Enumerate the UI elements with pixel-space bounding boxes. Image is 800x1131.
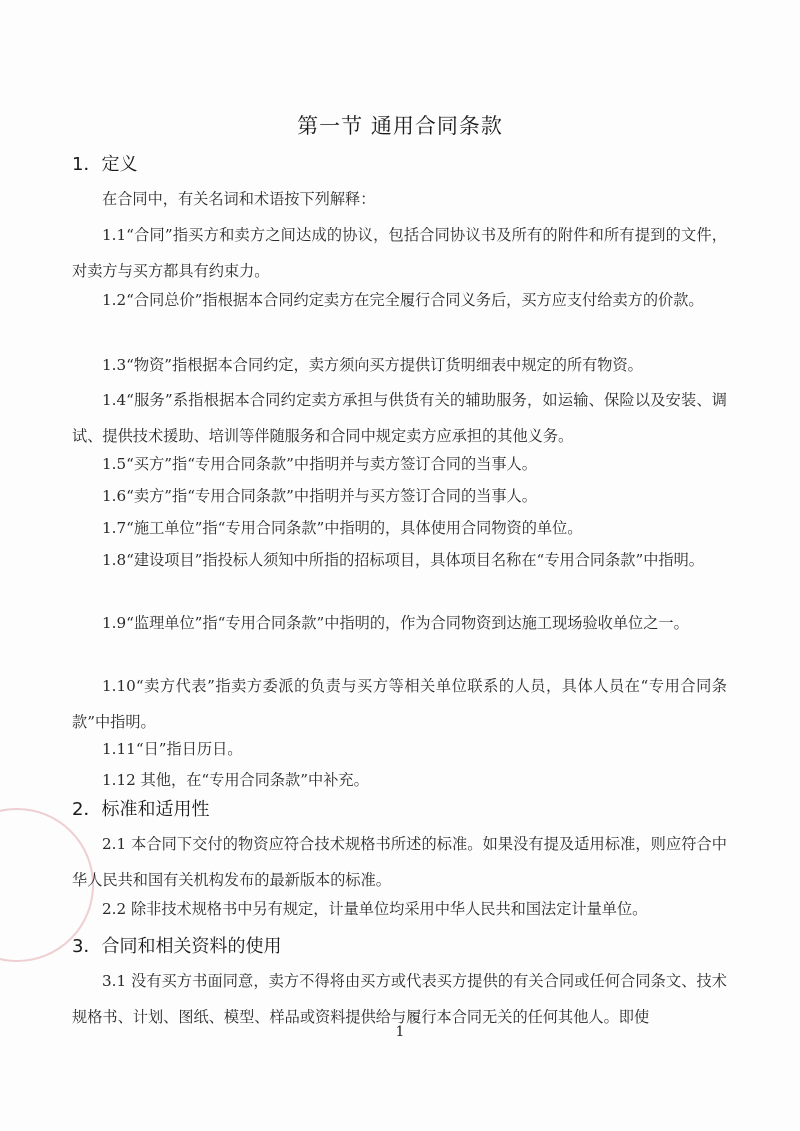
page-number: 1	[395, 1024, 405, 1040]
paragraph: 1.6“卖方”指“专用合同条款”中指明并与买方签订合同的当事人。	[102, 487, 537, 505]
paragraph: 1.10“卖方代表”指卖方委派的负责与买方等相关单位联系的人员，具体人员在“专用合同条款”中指明。	[72, 677, 727, 731]
paragraph: 1.4“服务”系指根据本合同约定卖方承担与供货有关的辅助服务，如运输、保险以及安装、调试、提供技术援助、培训等伴随服务和合同中规定卖方应承担的其他义务。	[72, 391, 727, 445]
paragraph: 1.8“建设项目”指投标人须知中所指的招标项目，具体项目名称在“专用合同条款”中指明。	[102, 551, 704, 569]
section-heading-standards: 2．标准和适用性	[72, 799, 210, 820]
section-heading-definitions: 1．定义	[72, 154, 138, 175]
paragraph: 1.3“物资”指根据本合同约定，卖方须向买方提供订货明细表中规定的所有物资。	[102, 356, 643, 374]
paragraph: 1.12 其他，在“专用合同条款”中补充。	[102, 771, 369, 789]
paragraph: 1.9“监理单位”指“专用合同条款”中指明的，作为合同物资到达施工现场验收单位之一。	[102, 614, 689, 632]
paragraph: 1.7“施工单位”指“专用合同条款”中指明的，具体使用合同物资的单位。	[102, 519, 583, 537]
paragraph: 2.2 除非技术规格书中另有规定，计量单位均采用中华人民共和国法定计量单位。	[102, 900, 648, 918]
page-title: 第一节 通用合同条款	[297, 114, 503, 138]
paragraph: 3.1 没有买方书面同意，卖方不得将由买方或代表买方提供的有关合同或任何合同条文、技术规格书、计划、图纸、模型、样品或资料提供给与履行本合同无关的任何其他人。即使	[72, 972, 727, 1026]
paragraph: 2.1 本合同下交付的物资应符合技术规格书所述的标准。如果没有提及适用标准，则应符合中华人民共和国有关机构发布的最新版本的标准。	[72, 835, 727, 889]
paragraph: 1.2“合同总价”指根据本合同约定卖方在完全履行合同义务后，买方应支付给卖方的价款。	[102, 291, 704, 309]
paragraph: 1.11“日”指日历日。	[102, 740, 243, 758]
paragraph: 在合同中，有关名词和术语按下列解释：	[102, 190, 376, 208]
section-heading-contract-docs: 3．合同和相关资料的使用	[72, 936, 282, 957]
paragraph: 1.1“合同”指买方和卖方之间达成的协议，包括合同协议书及所有的附件和所有提到的文件，对卖方与买方都具有约束力。	[72, 226, 727, 280]
paragraph: 1.5“买方”指“专用合同条款”中指明并与卖方签订合同的当事人。	[102, 455, 537, 473]
